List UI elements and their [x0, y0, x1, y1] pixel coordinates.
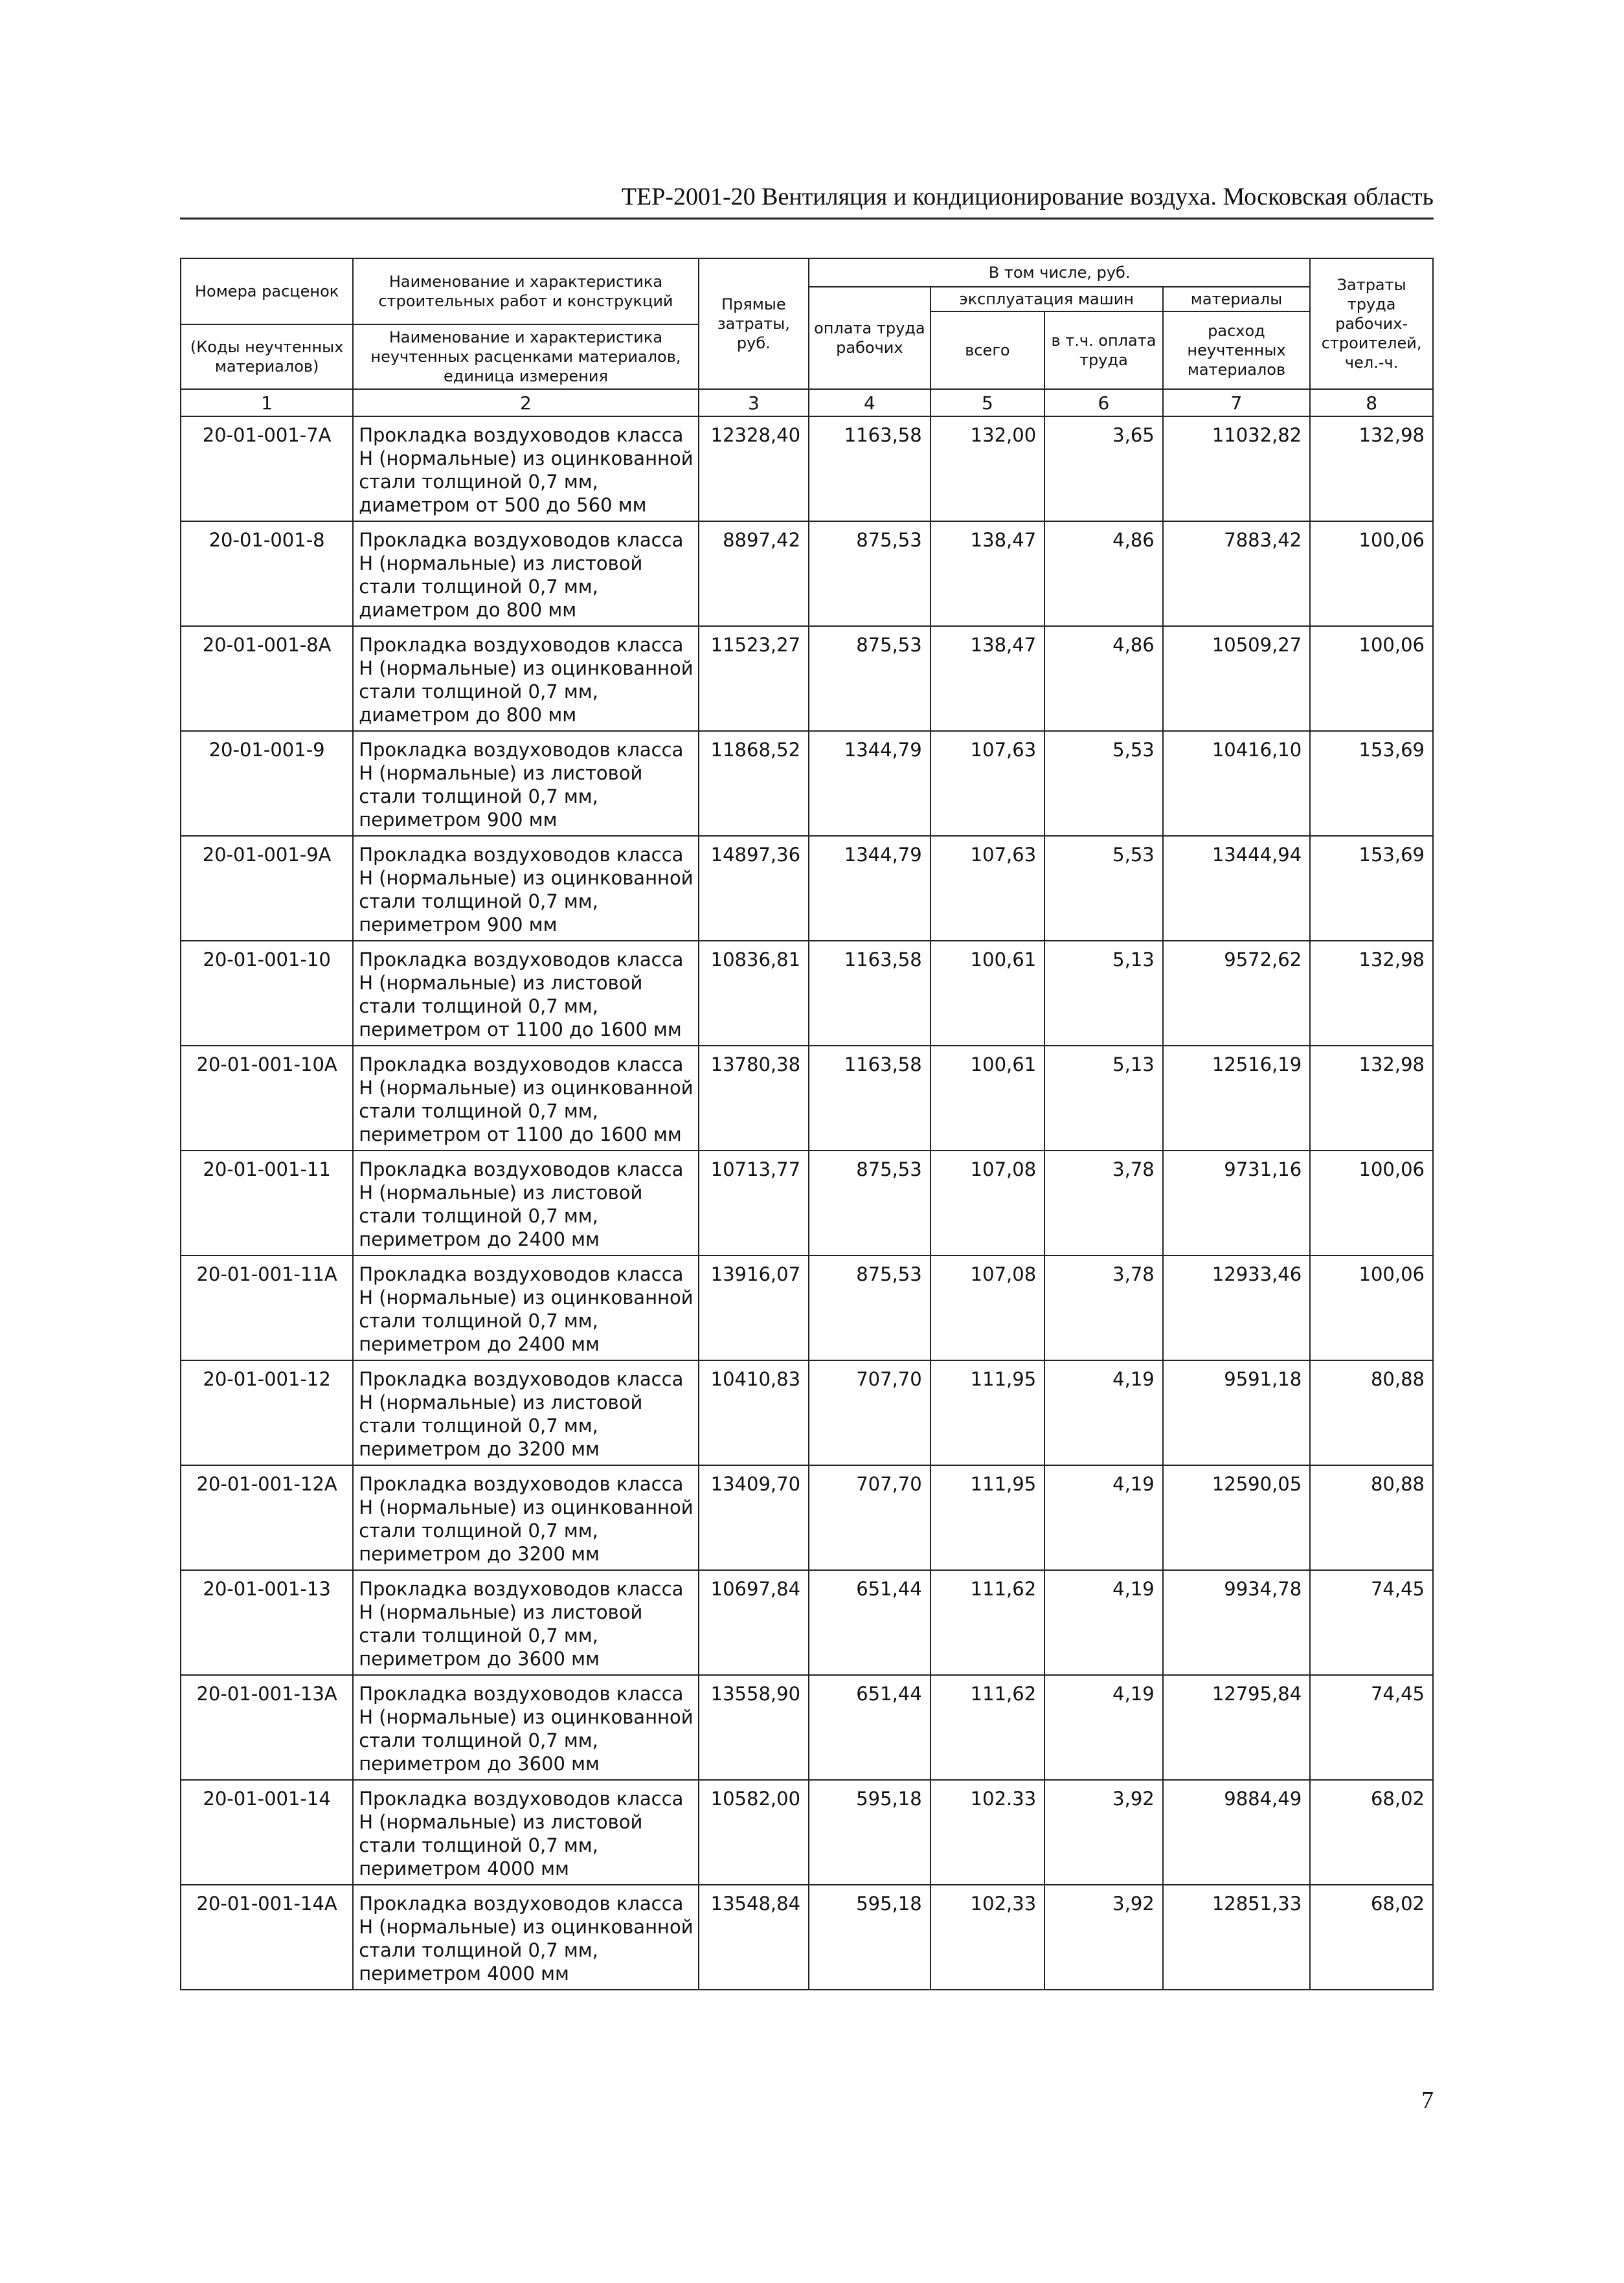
- header-machine-total: всего: [930, 311, 1044, 389]
- machine-labor-value: 5,13: [1044, 941, 1163, 1046]
- materials-value: 7883,42: [1163, 521, 1310, 626]
- worker-pay-value: 875,53: [809, 1255, 930, 1360]
- column-number: 8: [1310, 389, 1433, 416]
- machine-total-value: 102,33: [930, 1885, 1044, 1990]
- materials-value: 9934,78: [1163, 1570, 1310, 1675]
- materials-value: 9884,49: [1163, 1780, 1310, 1885]
- work-description: Прокладка воздуховодов класса Н (нормальные) из оцинкованной стали толщиной 0,7 мм, периметром до 3600 мм: [353, 1675, 698, 1780]
- work-description: Прокладка воздуховодов класса Н (нормальные) из оцинкованной стали толщиной 0,7 мм, диаметром от 500 до 560 мм: [353, 416, 698, 521]
- header-work-name: Наименование и характеристика строительных работ и конструкций: [353, 258, 698, 324]
- direct-costs-value: 12328,40: [699, 416, 809, 521]
- direct-costs-value: 10713,77: [699, 1151, 809, 1255]
- worker-pay-value: 595,18: [809, 1780, 930, 1885]
- column-number: 3: [699, 389, 809, 416]
- materials-value: 11032,82: [1163, 416, 1310, 521]
- work-description: Прокладка воздуховодов класса Н (нормальные) из оцинкованной стали толщиной 0,7 мм, периметром от 1100 до 1600 мм: [353, 1046, 698, 1151]
- worker-pay-value: 1344,79: [809, 731, 930, 836]
- column-number: 7: [1163, 389, 1310, 416]
- table-row: [181, 1570, 1433, 1675]
- machine-labor-value: 4,19: [1044, 1465, 1163, 1570]
- table-row: [181, 626, 1433, 731]
- labor-hours-value: 153,69: [1310, 836, 1433, 941]
- machine-total-value: 102.33: [930, 1780, 1044, 1885]
- direct-costs-value: 13558,90: [699, 1675, 809, 1780]
- machine-labor-value: 3,78: [1044, 1151, 1163, 1255]
- machine-labor-value: 4,19: [1044, 1675, 1163, 1780]
- worker-pay-value: 1163,58: [809, 941, 930, 1046]
- labor-hours-value: 74,45: [1310, 1675, 1433, 1780]
- materials-value: 9572,62: [1163, 941, 1310, 1046]
- header-material-names: Наименование и характеристика неучтенных расценками материалов, единица измерения: [353, 324, 698, 389]
- rate-code: 20-01-001-11А: [181, 1255, 353, 1360]
- direct-costs-value: 13409,70: [699, 1465, 809, 1570]
- labor-hours-value: 100,06: [1310, 1151, 1433, 1255]
- worker-pay-value: 875,53: [809, 626, 930, 731]
- rate-code: 20-01-001-13: [181, 1570, 353, 1675]
- labor-hours-value: 153,69: [1310, 731, 1433, 836]
- machine-total-value: 111,95: [930, 1465, 1044, 1570]
- labor-hours-value: 132,98: [1310, 941, 1433, 1046]
- header-rate-number: Номера расценок: [181, 258, 353, 324]
- machine-total-value: 111,62: [930, 1675, 1044, 1780]
- machine-total-value: 100,61: [930, 941, 1044, 1046]
- work-description: Прокладка воздуховодов класса Н (нормальные) из листовой стали толщиной 0,7 мм, периметром до 3200 мм: [353, 1360, 698, 1465]
- machine-total-value: 111,62: [930, 1570, 1044, 1675]
- rate-code: 20-01-001-14А: [181, 1885, 353, 1990]
- machine-total-value: 107,63: [930, 731, 1044, 836]
- machine-total-value: 100,61: [930, 1046, 1044, 1151]
- materials-value: 13444,94: [1163, 836, 1310, 941]
- materials-value: 12516,19: [1163, 1046, 1310, 1151]
- labor-hours-value: 132,98: [1310, 416, 1433, 521]
- machine-labor-value: 5,53: [1044, 731, 1163, 836]
- direct-costs-value: 13916,07: [699, 1255, 809, 1360]
- table-row: [181, 1885, 1433, 1990]
- page-header: ТЕР-2001-20 Вентиляция и кондиционирование воздуха. Московская область: [180, 179, 1434, 219]
- header-materials-group: материалы: [1163, 287, 1310, 311]
- header-including-group: В том числе, руб.: [809, 258, 1310, 287]
- materials-value: 12851,33: [1163, 1885, 1310, 1990]
- rate-code: 20-01-001-8А: [181, 626, 353, 731]
- worker-pay-value: 595,18: [809, 1885, 930, 1990]
- machine-total-value: 107,63: [930, 836, 1044, 941]
- labor-hours-value: 100,06: [1310, 626, 1433, 731]
- machine-labor-value: 4,86: [1044, 521, 1163, 626]
- direct-costs-value: 11523,27: [699, 626, 809, 731]
- labor-hours-value: 68,02: [1310, 1885, 1433, 1990]
- direct-costs-value: 10582,00: [699, 1780, 809, 1885]
- column-number: 4: [809, 389, 930, 416]
- rates-table: [180, 258, 1434, 1990]
- labor-hours-value: 74,45: [1310, 1570, 1433, 1675]
- table-row: [181, 1675, 1433, 1780]
- worker-pay-value: 1163,58: [809, 416, 930, 521]
- worker-pay-value: 875,53: [809, 1151, 930, 1255]
- direct-costs-value: 11868,52: [699, 731, 809, 836]
- table-row: [181, 1360, 1433, 1465]
- direct-costs-value: 13548,84: [699, 1885, 809, 1990]
- materials-value: 10416,10: [1163, 731, 1310, 836]
- direct-costs-value: 10836,81: [699, 941, 809, 1046]
- machine-total-value: 138,47: [930, 521, 1044, 626]
- materials-value: 9731,16: [1163, 1151, 1310, 1255]
- labor-hours-value: 100,06: [1310, 521, 1433, 626]
- table-row: [181, 416, 1433, 521]
- column-number: 6: [1044, 389, 1163, 416]
- rate-code: 20-01-001-9А: [181, 836, 353, 941]
- column-number-row: [181, 389, 1433, 416]
- machine-labor-value: 3,65: [1044, 416, 1163, 521]
- machine-total-value: 107,08: [930, 1151, 1044, 1255]
- table-row: [181, 941, 1433, 1046]
- header-material-consumption: расход неучтенных материалов: [1163, 311, 1310, 389]
- worker-pay-value: 707,70: [809, 1465, 930, 1570]
- machine-labor-value: 5,53: [1044, 836, 1163, 941]
- work-description: Прокладка воздуховодов класса Н (нормальные) из листовой стали толщиной 0,7 мм, периметром 4000 мм: [353, 1780, 698, 1885]
- rate-code: 20-01-001-7А: [181, 416, 353, 521]
- table-row: [181, 1151, 1433, 1255]
- table-row: [181, 1046, 1433, 1151]
- materials-value: 12590,05: [1163, 1465, 1310, 1570]
- rate-code: 20-01-001-13А: [181, 1675, 353, 1780]
- table-row: [181, 836, 1433, 941]
- materials-value: 10509,27: [1163, 626, 1310, 731]
- table-row: [181, 521, 1433, 626]
- direct-costs-value: 10410,83: [699, 1360, 809, 1465]
- labor-hours-value: 68,02: [1310, 1780, 1433, 1885]
- materials-value: 9591,18: [1163, 1360, 1310, 1465]
- header-worker-pay: оплата труда рабочих: [809, 287, 930, 389]
- work-description: Прокладка воздуховодов класса Н (нормальные) из листовой стали толщиной 0,7 мм, периметром 900 мм: [353, 731, 698, 836]
- table-header: [181, 258, 1433, 416]
- table-body: [181, 416, 1433, 1990]
- work-description: Прокладка воздуховодов класса Н (нормальные) из оцинкованной стали толщиной 0,7 мм, периметром 4000 мм: [353, 1885, 698, 1990]
- machine-total-value: 132,00: [930, 416, 1044, 521]
- worker-pay-value: 1344,79: [809, 836, 930, 941]
- column-number: 1: [181, 389, 353, 416]
- materials-value: 12795,84: [1163, 1675, 1310, 1780]
- work-description: Прокладка воздуховодов класса Н (нормальные) из оцинкованной стали толщиной 0,7 мм, диаметром до 800 мм: [353, 626, 698, 731]
- worker-pay-value: 651,44: [809, 1675, 930, 1780]
- machine-total-value: 111,95: [930, 1360, 1044, 1465]
- machine-labor-value: 4,19: [1044, 1570, 1163, 1675]
- header-material-codes: (Коды неучтенных материалов): [181, 324, 353, 389]
- machine-labor-value: 4,86: [1044, 626, 1163, 731]
- machine-labor-value: 3,92: [1044, 1780, 1163, 1885]
- table-row: [181, 1465, 1433, 1570]
- work-description: Прокладка воздуховодов класса Н (нормальные) из листовой стали толщиной 0,7 мм, периметром до 3600 мм: [353, 1570, 698, 1675]
- table-row: [181, 1780, 1433, 1885]
- rate-code: 20-01-001-9: [181, 731, 353, 836]
- header-direct-costs: Прямые затраты, руб.: [699, 258, 809, 389]
- header-labor-hours: Затраты труда рабочих-строителей, чел.-ч.: [1310, 258, 1433, 389]
- work-description: Прокладка воздуховодов класса Н (нормальные) из листовой стали толщиной 0,7 мм, периметром до 2400 мм: [353, 1151, 698, 1255]
- work-description: Прокладка воздуховодов класса Н (нормальные) из оцинкованной стали толщиной 0,7 мм, периметром 900 мм: [353, 836, 698, 941]
- work-description: Прокладка воздуховодов класса Н (нормальные) из оцинкованной стали толщиной 0,7 мм, периметром до 3200 мм: [353, 1465, 698, 1570]
- labor-hours-value: 80,88: [1310, 1465, 1433, 1570]
- work-description: Прокладка воздуховодов класса Н (нормальные) из листовой стали толщиной 0,7 мм, периметром от 1100 до 1600 мм: [353, 941, 698, 1046]
- machine-total-value: 107,08: [930, 1255, 1044, 1360]
- machine-labor-value: 4,19: [1044, 1360, 1163, 1465]
- rate-code: 20-01-001-11: [181, 1151, 353, 1255]
- work-description: Прокладка воздуховодов класса Н (нормальные) из оцинкованной стали толщиной 0,7 мм, периметром до 2400 мм: [353, 1255, 698, 1360]
- machine-labor-value: 5,13: [1044, 1046, 1163, 1151]
- machine-total-value: 138,47: [930, 626, 1044, 731]
- column-number: 5: [930, 389, 1044, 416]
- labor-hours-value: 132,98: [1310, 1046, 1433, 1151]
- worker-pay-value: 651,44: [809, 1570, 930, 1675]
- worker-pay-value: 707,70: [809, 1360, 930, 1465]
- page-number: 7: [1421, 2087, 1434, 2114]
- labor-hours-value: 80,88: [1310, 1360, 1433, 1465]
- rate-code: 20-01-001-12: [181, 1360, 353, 1465]
- rate-code: 20-01-001-10: [181, 941, 353, 1046]
- rate-code: 20-01-001-10А: [181, 1046, 353, 1151]
- worker-pay-value: 875,53: [809, 521, 930, 626]
- rate-code: 20-01-001-14: [181, 1780, 353, 1885]
- column-number: 2: [353, 389, 698, 416]
- machine-labor-value: 3,92: [1044, 1885, 1163, 1990]
- work-description: Прокладка воздуховодов класса Н (нормальные) из листовой стали толщиной 0,7 мм, диаметром до 800 мм: [353, 521, 698, 626]
- direct-costs-value: 14897,36: [699, 836, 809, 941]
- materials-value: 12933,46: [1163, 1255, 1310, 1360]
- rate-code: 20-01-001-12А: [181, 1465, 353, 1570]
- direct-costs-value: 13780,38: [699, 1046, 809, 1151]
- direct-costs-value: 10697,84: [699, 1570, 809, 1675]
- worker-pay-value: 1163,58: [809, 1046, 930, 1151]
- rate-code: 20-01-001-8: [181, 521, 353, 626]
- direct-costs-value: 8897,42: [699, 521, 809, 626]
- machine-labor-value: 3,78: [1044, 1255, 1163, 1360]
- table-row: [181, 731, 1433, 836]
- labor-hours-value: 100,06: [1310, 1255, 1433, 1360]
- table-row: [181, 1255, 1433, 1360]
- header-machine-labor: в т.ч. оплата труда: [1044, 311, 1163, 389]
- header-machine-group: эксплуатация машин: [930, 287, 1163, 311]
